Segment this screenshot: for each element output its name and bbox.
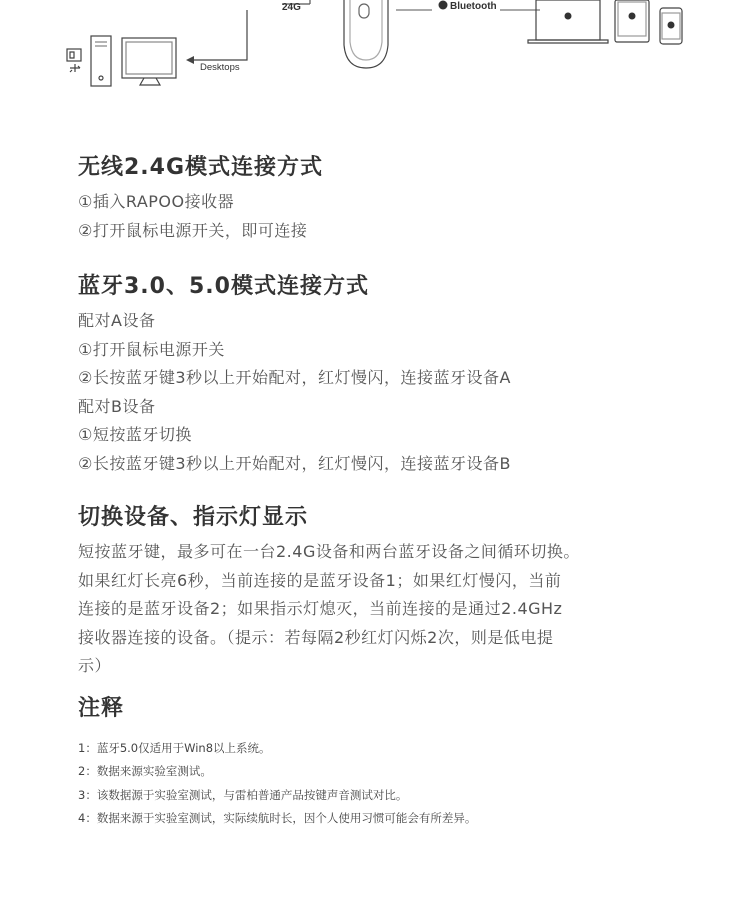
instruction-line: ①短按蓝牙切换 — [78, 425, 192, 444]
laptop-icon — [536, 0, 600, 40]
note-item: 3：该数据源于实验室测试，与雷柏普通产品按键声音测试对比。 — [78, 787, 408, 802]
label-desktops: Desktops — [200, 62, 240, 73]
instruction-line: ②长按蓝牙键3秒以上开始配对，红灯慢闪，连接蓝牙设备B — [78, 453, 512, 473]
connection-diagram — [0, 0, 750, 100]
note-item: 4：数据来源于实验室测试，实际续航时长，因个人使用习惯可能会有所差异。 — [78, 811, 477, 825]
instructions-content — [78, 148, 738, 831]
instruction-line: ①打开鼠标电源开关 — [78, 339, 225, 359]
paragraph-line: 如果红灯长亮6秒，当前连接的是蓝牙设备1；如果红灯慢闪，当前 — [78, 570, 562, 590]
paragraph-line: 短按蓝牙键，最多可在一台2.4G设备和两台蓝牙设备之间循环切换。 — [78, 542, 580, 561]
label-24g: 24G — [282, 2, 301, 13]
section-title-notes: 注释 — [78, 695, 125, 721]
label-bluetooth: Bluetooth — [450, 1, 497, 12]
instruction-line: 配对A设备 — [78, 311, 156, 330]
link-line-desktop — [188, 10, 247, 60]
section-title-switching: 切换设备、指示灯显示 — [78, 505, 309, 530]
paragraph-line: 接收器连接的设备。（提示：若每隔2秒红灯闪烁2次，则是低电提 — [78, 627, 554, 647]
receiver-slot — [70, 52, 74, 58]
usb-icon — [70, 64, 80, 72]
paragraph-line: 示） — [78, 656, 112, 675]
instruction-line: ①插入RAPOO接收器 — [78, 192, 235, 211]
paragraph-line: 连接的是蓝牙设备2；如果指示灯熄灭，当前连接的是通过2.4GHz — [78, 599, 563, 618]
instruction-line: ②打开鼠标电源开关，即可连接 — [78, 220, 308, 240]
monitor-stand — [140, 78, 160, 85]
section-title-bluetooth: 蓝牙3.0、5.0模式连接方式 — [78, 274, 369, 299]
note-item: 1：蓝牙5.0仅适用于Win8以上系统。 — [78, 740, 271, 755]
monitor-icon — [122, 38, 176, 78]
note-item: 2：数据来源实验室测试。 — [78, 764, 212, 778]
instruction-line: ②长按蓝牙键3秒以上开始配对，红灯慢闪，连接蓝牙设备A — [78, 368, 511, 387]
section-title-wireless: 无线2.4G模式连接方式 — [78, 155, 324, 180]
instruction-line: 配对B设备 — [78, 396, 156, 416]
pc-tower-icon — [91, 36, 111, 86]
